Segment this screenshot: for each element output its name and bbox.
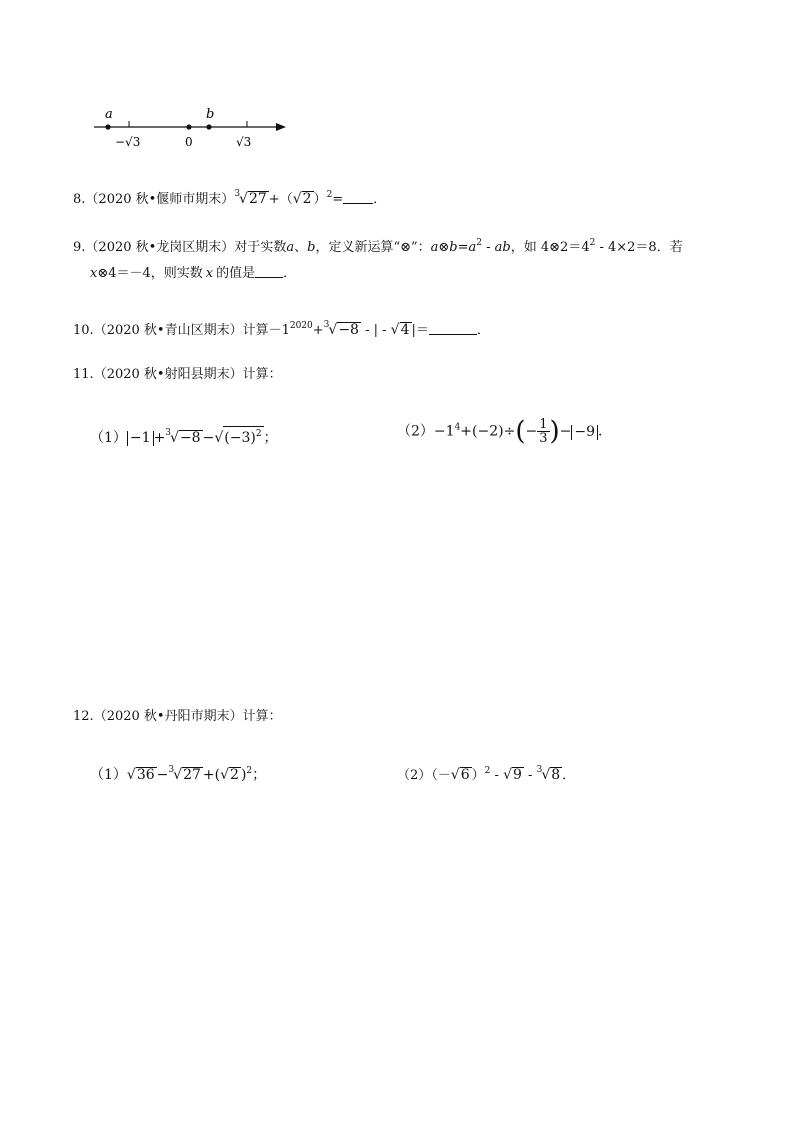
question-12-part-2: （2）（－√6 ）$^2$ - √9 - $^3$√8 ． xyxy=(397,765,576,783)
answer-blank[interactable] xyxy=(429,322,477,335)
question-number: 8 xyxy=(73,192,82,207)
question-number: 11 xyxy=(73,367,90,382)
question-8: 8.（2020 秋•偃师市期末）$^3$√27 +（√2 ）$^2$= ． xyxy=(73,189,387,207)
sqrt-neg3-squared: $√(-3)^2$ xyxy=(214,430,263,446)
question-11: 11.（2020 秋•射阳县期末）计算： xyxy=(73,367,282,382)
sqrt-2: √2 xyxy=(220,767,239,783)
sqrt-2: √2 xyxy=(292,191,312,207)
tick-zero-label: 0 xyxy=(185,135,193,149)
sqrt-4: √4 xyxy=(390,322,410,338)
tick-pos-label: √3 xyxy=(236,135,252,149)
cube-root-8: $^3$√8 xyxy=(536,765,561,783)
point-b-dot xyxy=(206,124,211,129)
question-number: 9 xyxy=(73,240,82,255)
question-source: （2020 秋•偃师市期末） xyxy=(85,192,235,207)
question-number: 12 xyxy=(73,709,90,724)
point-a-dot xyxy=(105,124,110,129)
number-line-figure xyxy=(88,100,298,156)
question-11-part-2: $(2)-1^4+(-2)\div(-$ $\frac{1}{3}$ )− −9 ． xyxy=(397,416,613,447)
cube-root-neg-8: $^3$√−8 xyxy=(165,428,201,446)
question-source: （2020 秋•射阳县期末） xyxy=(93,367,243,382)
question-source: （2020 秋•青山区期末） xyxy=(93,323,243,338)
sqrt-6: √6 xyxy=(450,767,470,783)
sqrt-9: √9 xyxy=(503,767,522,783)
cube-root-27: $^3$√27 xyxy=(168,765,201,783)
point-b-label: b xyxy=(206,107,215,122)
point-zero-dot xyxy=(186,124,191,129)
point-a-label: a xyxy=(105,107,113,122)
question-number: 10 xyxy=(73,323,90,338)
sqrt-36: √36 xyxy=(126,767,155,783)
question-9: 9.（2020 秋•龙岗区期末）对于实数a、b，定义新运算“⊗”：$a\otimes b=a^2$ - ab，如 $4\otimes 2=4^2 - 4\times 2=8$．若 xyxy=(73,238,683,255)
question-10: 10.（2020 秋•青山区期末）计算$-1^{2020}+^3√-8$ - | - √4 |＝ ． xyxy=(73,320,490,338)
question-source: （2020 秋•龙岗区期末） xyxy=(85,240,235,255)
cube-root-neg-8: $^3$√−8 xyxy=(323,320,359,338)
cube-root-27: $^3$√27 xyxy=(234,189,267,207)
tick-neg-label: −√3 xyxy=(115,135,141,149)
answer-blank[interactable] xyxy=(255,265,283,278)
fraction-one-third: $\frac{1}{3}$ xyxy=(539,417,548,446)
question-12-part-1: （1）√36 −$^3$√27 +(√2 )$^2$； xyxy=(90,765,267,783)
question-12: 12.（2020 秋•丹阳市期末）计算： xyxy=(73,709,282,724)
answer-blank[interactable] xyxy=(343,191,373,204)
number-line-arrow-icon xyxy=(276,123,286,131)
question-9-line-2: x⊗4＝－4，则实数 x 的值是 ． xyxy=(90,266,297,281)
question-source: （2020 秋•丹阳市期末） xyxy=(93,709,243,724)
question-11-part-1: $(1) -1 +^3√-8 -√(-3)^2$ ； xyxy=(90,428,278,446)
